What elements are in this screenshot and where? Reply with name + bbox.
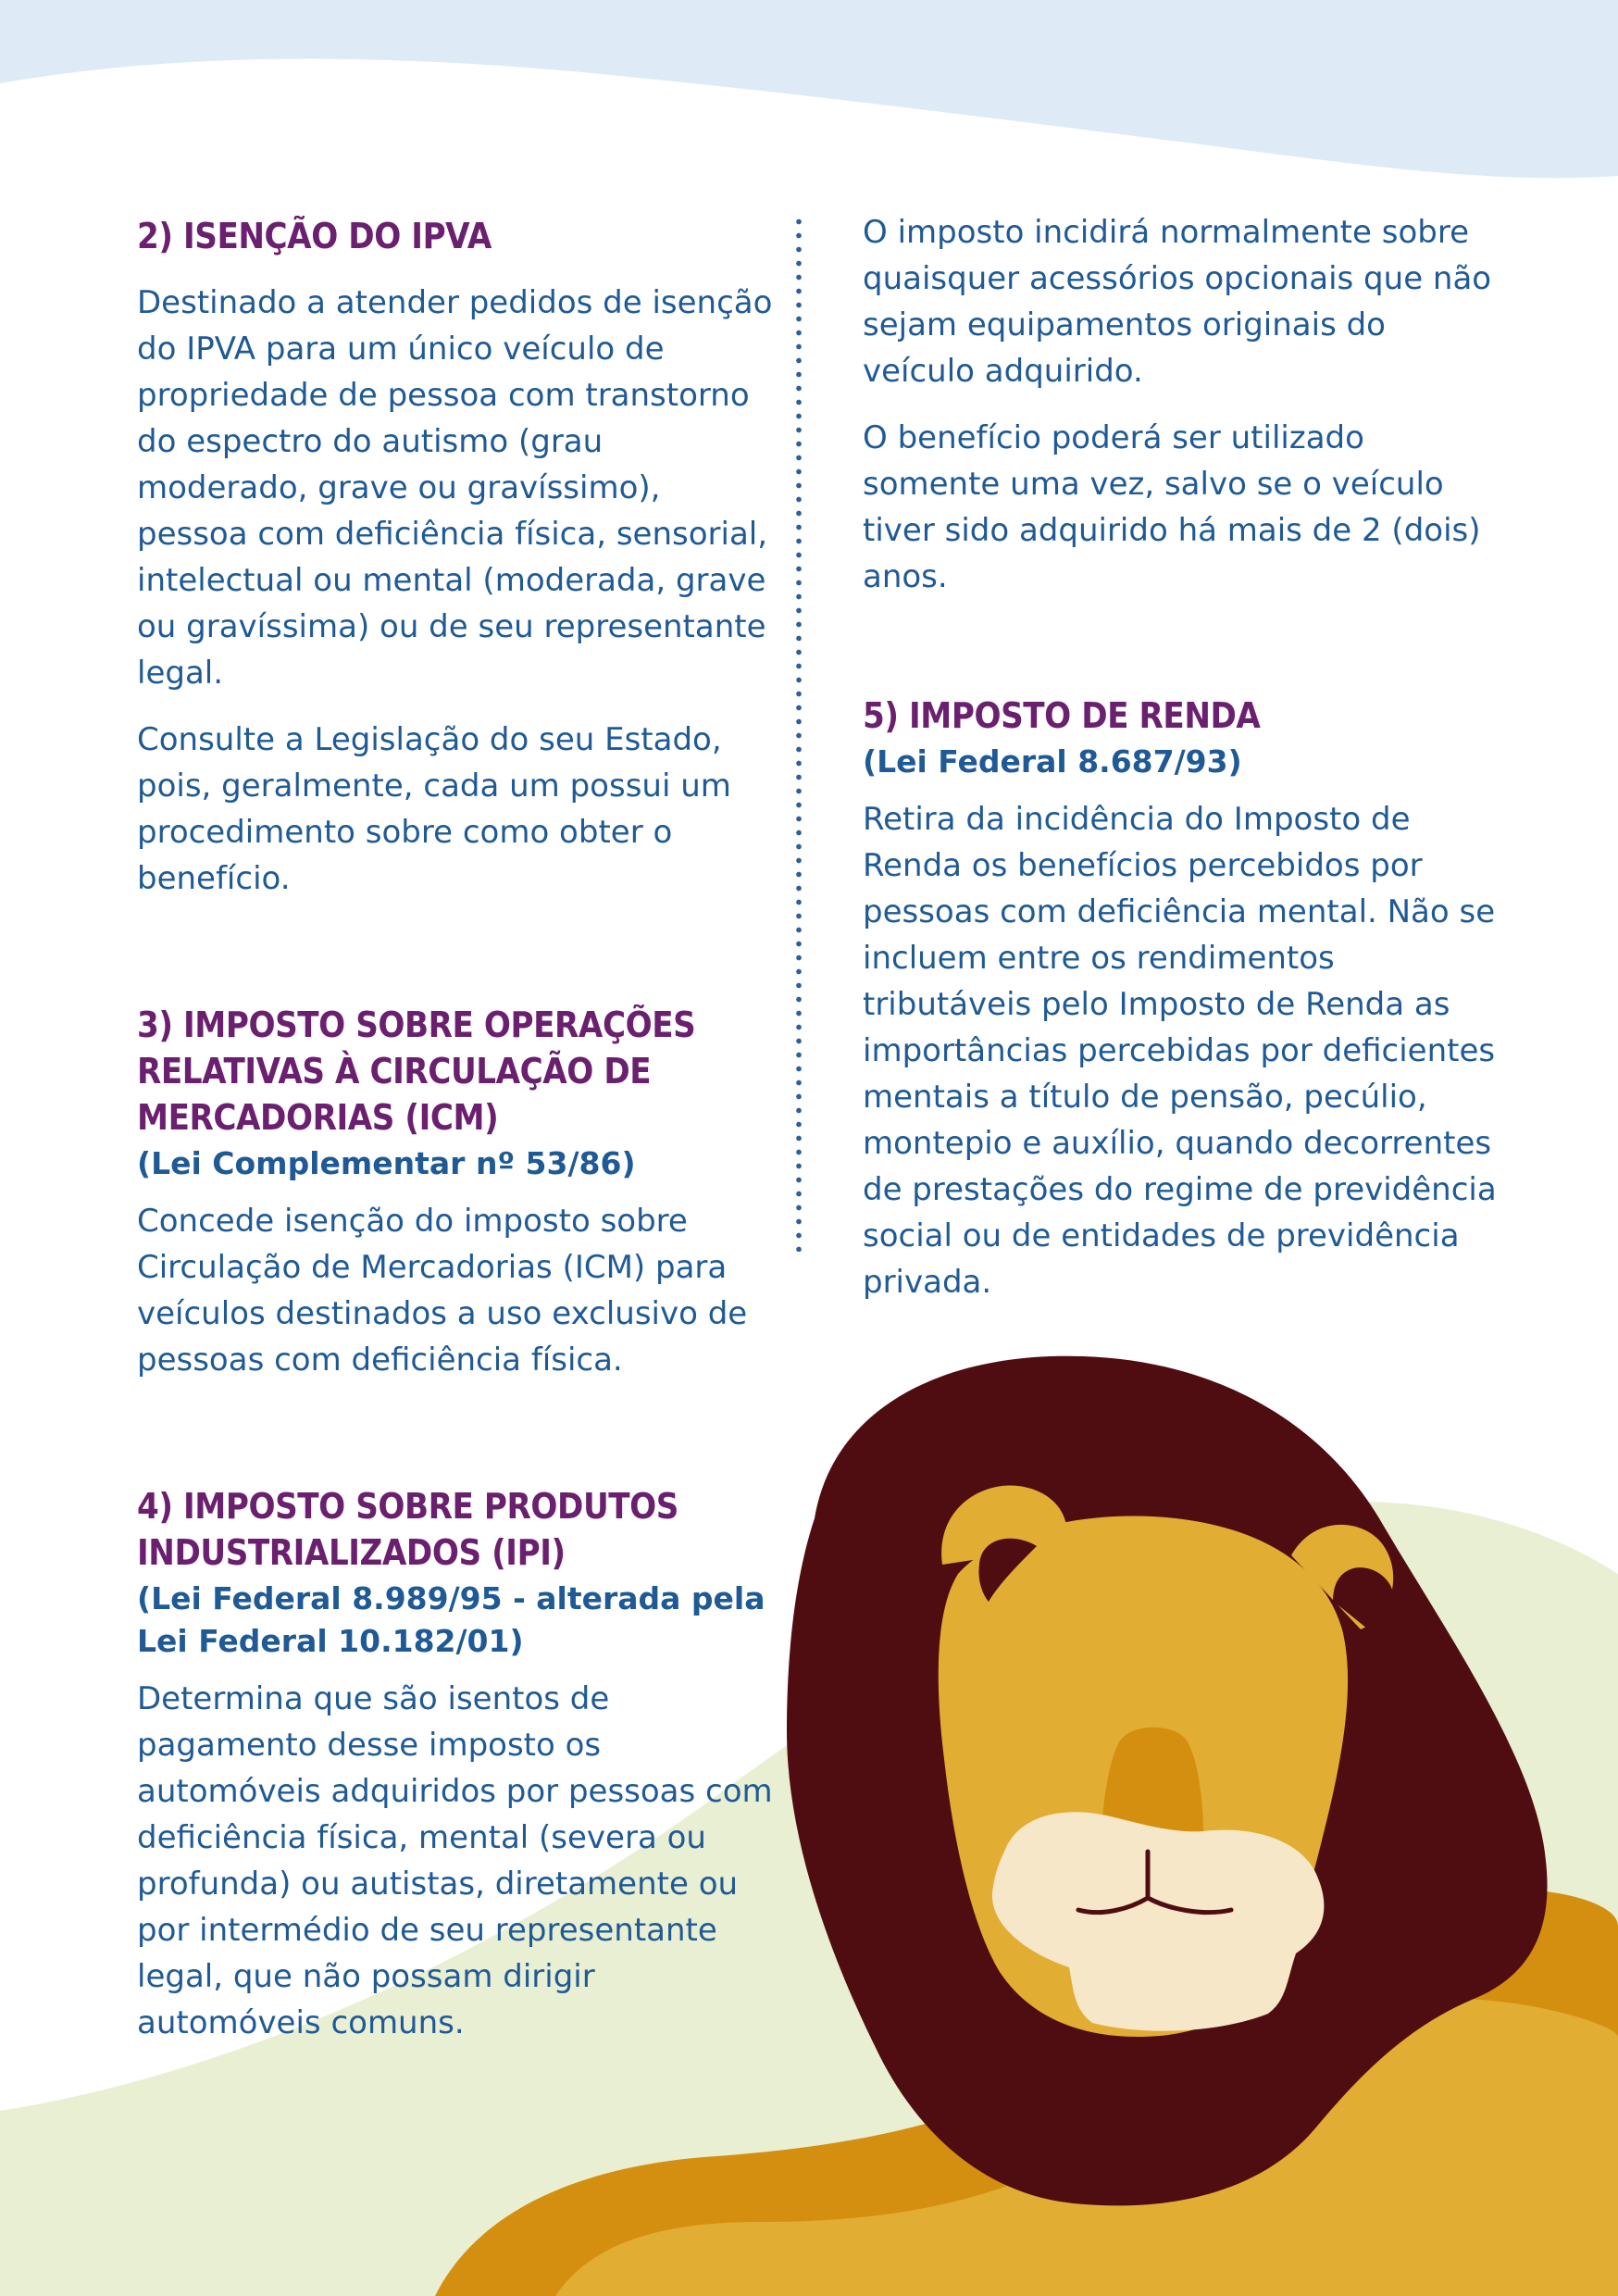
- section-title-ipi: 4) IMPOSTO SOBRE PRODUTOS INDUSTRIALIZADOS (IPI): [137, 1486, 678, 1573]
- left-column: [137, 213, 776, 2066]
- paragraph: O benefício poderá ser utilizado somente uma vez, salvo se o veículo tiver sido adquirido há mais de 2 (dois) anos.: [863, 419, 1481, 595]
- law-reference: (Lei Federal 8.989/95 - alterada pela Lei Federal 10.182/01): [137, 1580, 765, 1659]
- right-column: [863, 209, 1501, 1326]
- paragraph: Determina que são isentos de pagamento desse imposto os automóveis adquiridos por pessoas com deficiência física, mental (severa ou profunda) ou autistas, diretamente ou por intermédio de seu representante legal, que não possam dirigir automóveis comuns.: [137, 1680, 773, 2041]
- section-ipi-continued: [863, 209, 1501, 600]
- law-reference: (Lei Federal 8.687/93): [863, 743, 1242, 780]
- section-ir: [863, 693, 1501, 1305]
- paragraph: O imposto incidirá normalmente sobre quaisquer acessórios opcionais que não sejam equipamentos originais do veículo adquirido.: [863, 214, 1492, 390]
- section-icm: [137, 1002, 776, 1383]
- paragraph: Concede isenção do imposto sobre Circulação de Mercadorias (ICM) para veículos destinados a uso exclusivo de pessoas com deficiência física.: [137, 1203, 748, 1379]
- section-ipi: [137, 1483, 776, 2046]
- section-title-ir: 5) IMPOSTO DE RENDA: [863, 695, 1261, 736]
- law-reference: (Lei Complementar nº 53/86): [137, 1145, 636, 1181]
- paragraph: Retira da incidência do Imposto de Renda os benefícios percebidos por pessoas com deficiência mental. Não se incluem entre os rendimentos tributáveis pelo Imposto de Renda as importâncias percebidas por deficientes mentais a título de pensão, pecúlio, montepio e auxílio, quando decorrentes de prestações do regime de previdência social ou de entidades de previdência privada.: [863, 801, 1497, 1301]
- section-title-ipva: 2) ISENÇÃO DO IPVA: [137, 216, 492, 256]
- dotted-divider: [796, 215, 802, 1252]
- section-title-icm: 3) IMPOSTO SOBRE OPERAÇÕES RELATIVAS À CIRCULAÇÃO DE MERCADORIAS (ICM): [137, 1004, 696, 1138]
- paragraph: Destinado a atender pedidos de isenção do IPVA para um único veículo de propriedade de pessoa com transtorno do espectro do autismo (grau moderado, grave ou gravíssimo), pessoa com deficiência física, sensorial, intelectual ou mental (moderada, grave ou gravíssima) ou de seu representante legal.: [137, 284, 773, 692]
- paragraph: Consulte a Legislação do seu Estado, pois, geralmente, cada um possui um procedimento sobre como obter o benefício.: [137, 721, 731, 897]
- section-ipva: [137, 213, 776, 902]
- sky-wave: [0, 0, 1618, 178]
